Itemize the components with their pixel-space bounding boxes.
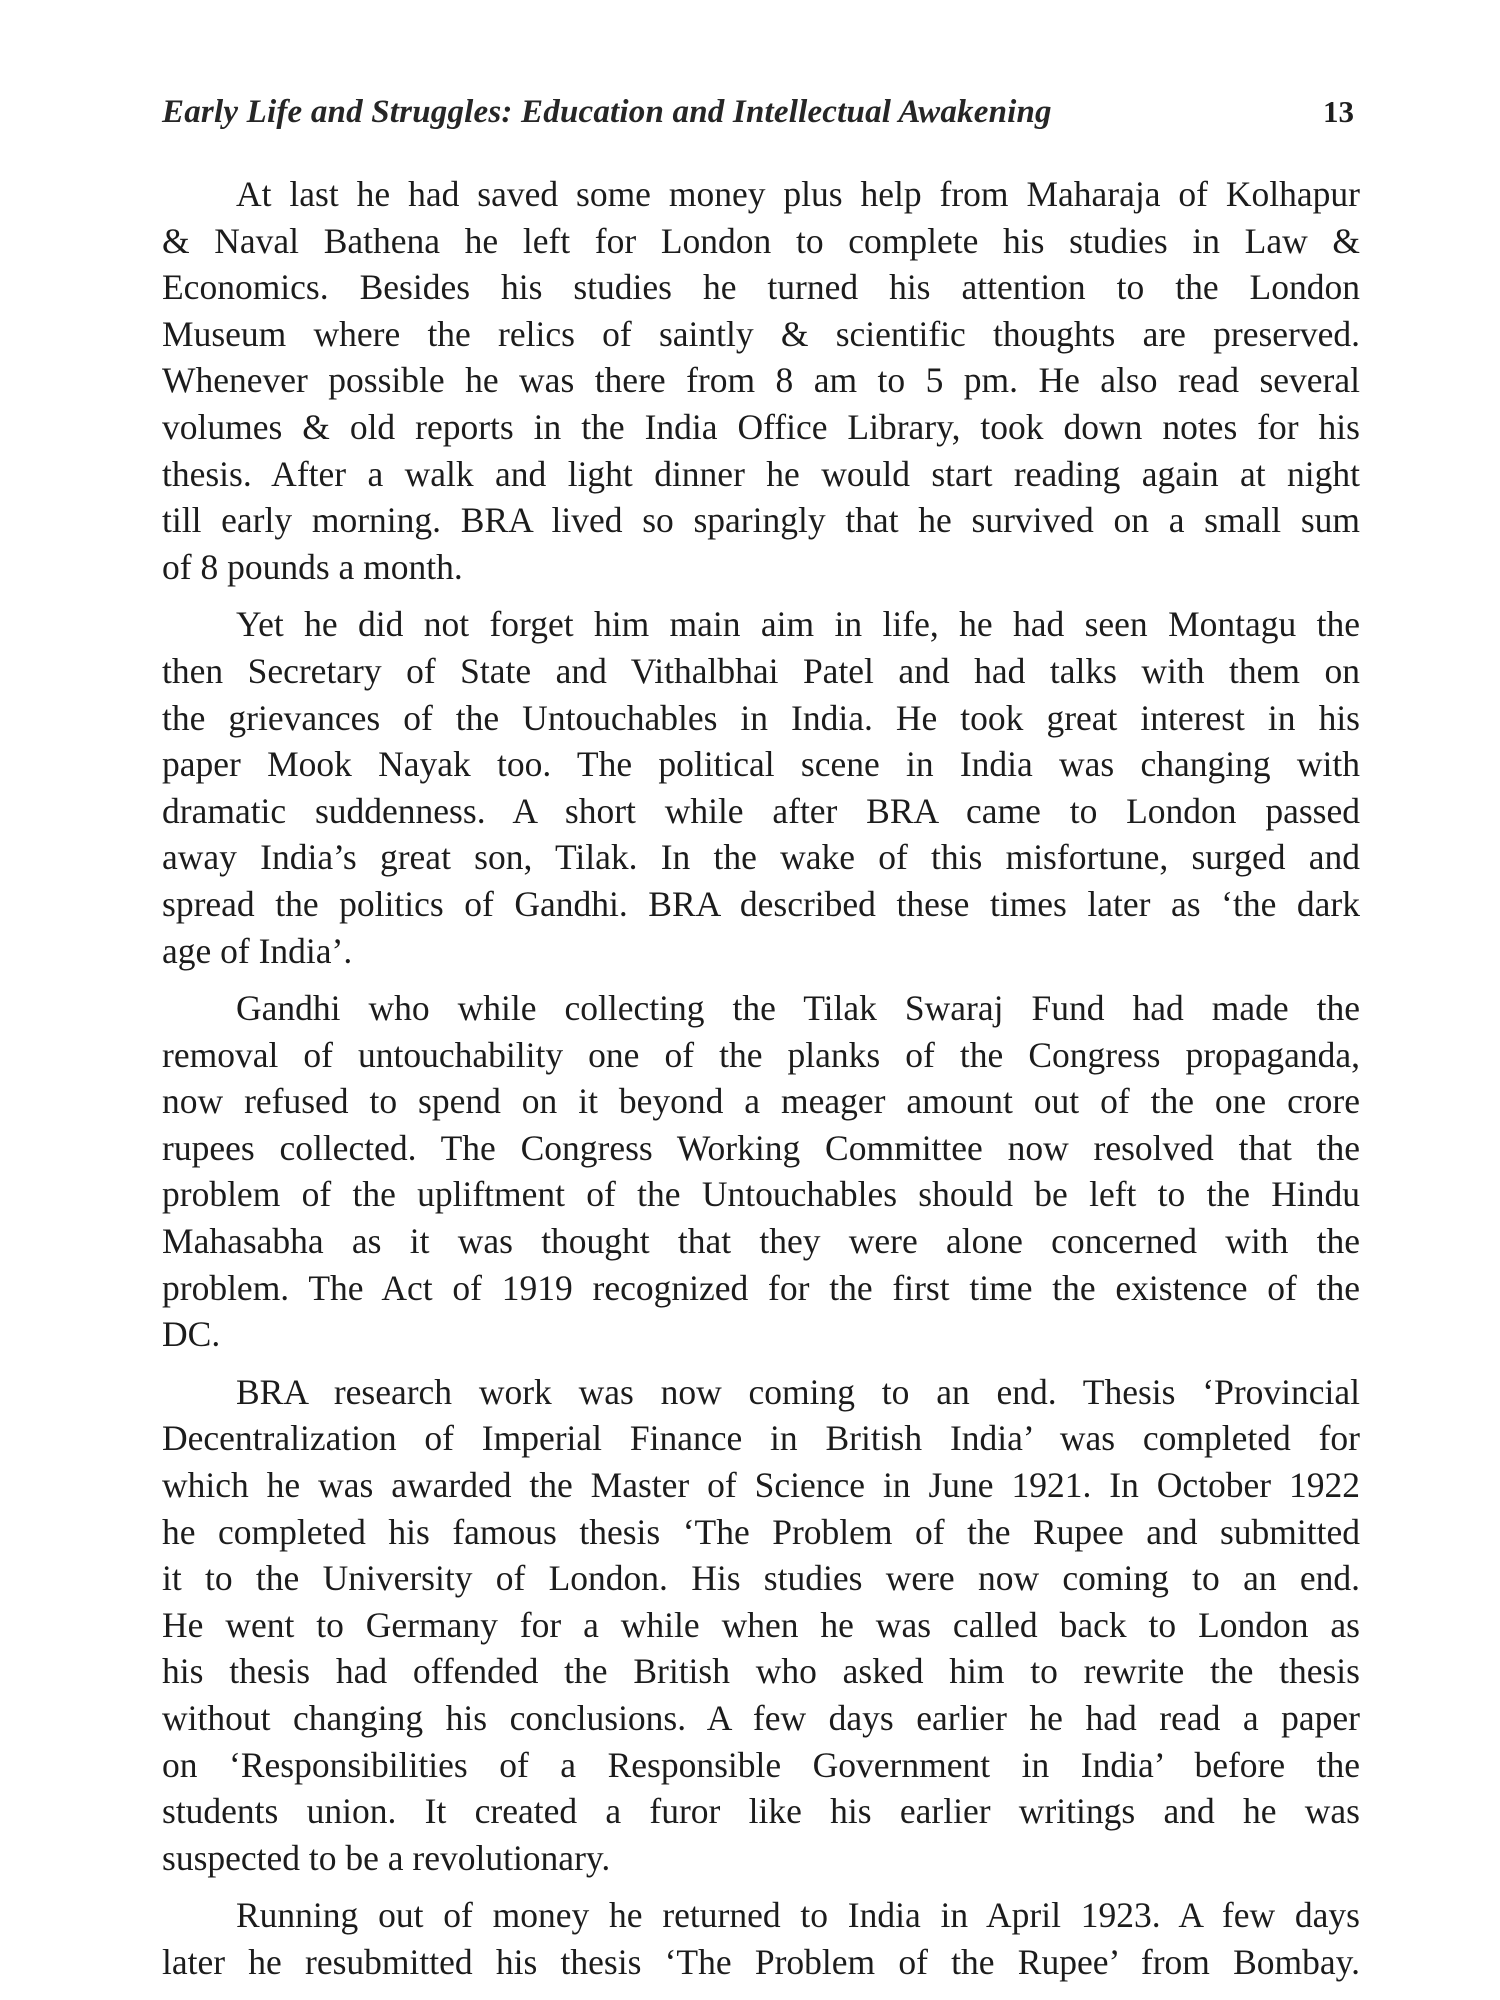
text-line: & Naval Bathena he left for London to complete his studies in Law & — [162, 220, 1360, 261]
text-line: Decentralization of Imperial Finance in British India’ was completed for — [162, 1418, 1360, 1459]
body-text — [162, 171, 1360, 1997]
text-line: paper Mook Nayak too. The political scene in India was changing with — [162, 744, 1360, 785]
text-line: suspected to be a revolutionary. — [162, 1837, 611, 1878]
paragraph — [162, 601, 1360, 974]
text-line: At last he had saved some money plus help from Maharaja of Kolhapur — [236, 174, 1360, 214]
text-line: BRA research work was now coming to an end. Thesis ‘Provincial — [236, 1371, 1360, 1412]
text-line: problem. The Act of 1919 recognized for the first time the existence of the — [162, 1267, 1360, 1308]
text-line: of 8 pounds a month. — [162, 546, 463, 587]
text-line: it to the University of London. His studies were now coming to an end. — [162, 1558, 1360, 1599]
text-line: Whenever possible he was there from 8 am to 5 pm. He also read several — [162, 360, 1360, 401]
text-line: then Secretary of State and Vithalbhai Patel and had talks with them on — [162, 650, 1360, 691]
text-line: spread the politics of Gandhi. BRA described these times later as ‘the dark — [162, 883, 1360, 924]
text-line: now refused to spend on it beyond a meager amount out of the one crore — [162, 1081, 1360, 1122]
text-line: till early morning. BRA lived so sparingly that he survived on a small sum — [162, 500, 1360, 541]
text-line: students union. It created a furor like his earlier writings and he was — [162, 1791, 1360, 1832]
text-line: problem of the upliftment of the Untouchables should be left to the Hindu — [162, 1174, 1360, 1215]
text-line: Running out of money he returned to India in April 1923. A few days — [236, 1895, 1360, 1936]
text-line: Museum where the relics of saintly & scientific thoughts are preserved. — [162, 313, 1360, 354]
text-line: his thesis had offended the British who asked him to rewrite the thesis — [162, 1651, 1360, 1692]
text-line: later he resubmitted his thesis ‘The Problem of the Rupee’ from Bombay. — [162, 1941, 1360, 1982]
text-line: away India’s great son, Tilak. In the wake of this misfortune, surged and — [162, 837, 1360, 878]
paragraph — [162, 1892, 1360, 1985]
text-line: rupees collected. The Congress Working Committee now resolved that the — [162, 1127, 1360, 1168]
text-line: Mahasabha as it was thought that they were alone concerned with the — [162, 1221, 1360, 1262]
text-line: on ‘Responsibilities of a Responsible Government in India’ before the — [162, 1744, 1360, 1785]
page-number: 13 — [1323, 94, 1354, 129]
text-line: dramatic suddenness. A short while after BRA came to London passed — [162, 790, 1360, 831]
paragraph — [162, 171, 1360, 590]
running-head — [162, 92, 1358, 132]
text-line: Economics. Besides his studies he turned his attention to the London — [162, 267, 1360, 308]
text-line: without changing his conclusions. A few days earlier he had read a paper — [162, 1698, 1360, 1738]
text-line: volumes & old reports in the India Office Library, took down notes for his — [162, 406, 1360, 447]
text-line: removal of untouchability one of the planks of the Congress propaganda, — [162, 1034, 1360, 1075]
text-line: the grievances of the Untouchables in India. He took great interest in his — [162, 697, 1360, 738]
running-title: Early Life and Struggles: Education and Intellectual Awakening — [162, 94, 1052, 130]
text-line: thesis. After a walk and light dinner he would start reading again at night — [162, 453, 1360, 494]
text-line: He went to Germany for a while when he was called back to London as — [162, 1604, 1360, 1645]
text-line: Gandhi who while collecting the Tilak Swaraj Fund had made the — [236, 988, 1360, 1029]
paragraph — [162, 1369, 1360, 1882]
text-line: DC. — [162, 1314, 221, 1355]
text-line: Yet he did not forget him main aim in life, he had seen Montagu the — [236, 604, 1360, 645]
text-line: age of India’. — [162, 930, 353, 971]
paragraph — [162, 985, 1360, 1358]
text-line: he completed his famous thesis ‘The Problem of the Rupee and submitted — [162, 1511, 1360, 1552]
text-line: which he was awarded the Master of Science in June 1921. In October 1922 — [162, 1465, 1360, 1506]
